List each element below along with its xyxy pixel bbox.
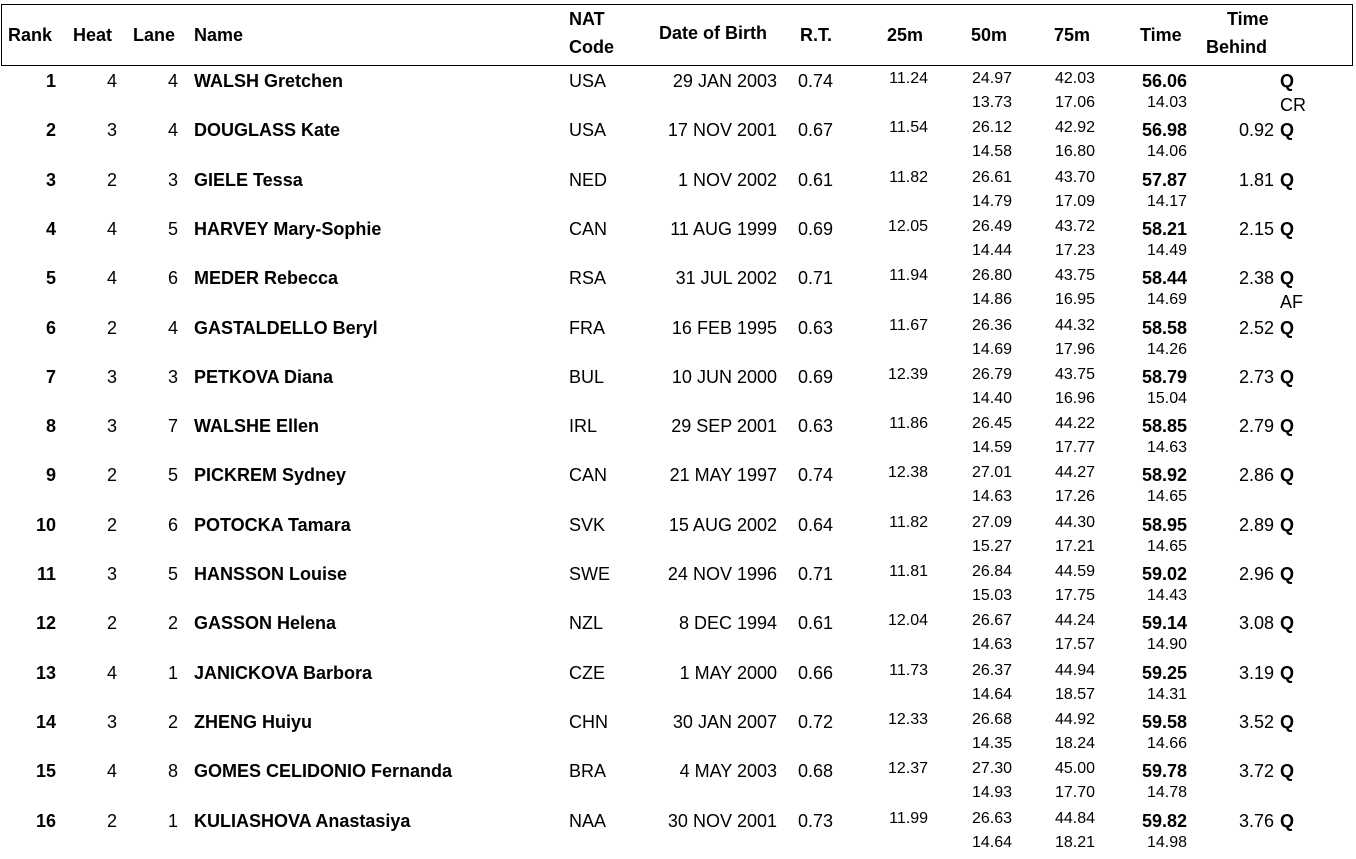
rank-cell: 12 bbox=[35, 613, 56, 634]
split-25m: 11.67 bbox=[889, 316, 928, 334]
athlete-name: GIELE Tessa bbox=[194, 169, 303, 190]
split-50m: 26.67 bbox=[971, 612, 1012, 630]
split-75m: 43.75 bbox=[1054, 267, 1095, 285]
split-50m: 26.12 bbox=[971, 119, 1012, 137]
final-time: 59.82 bbox=[1141, 810, 1187, 831]
athlete-name: MEDER Rebecca bbox=[194, 268, 339, 289]
time-behind: 3.76 bbox=[1238, 810, 1274, 831]
split-time-50m: 14.58 bbox=[971, 143, 1012, 161]
split-75m: 43.72 bbox=[1054, 217, 1095, 235]
date-of-birth: 8 DEC 1994 bbox=[678, 613, 777, 634]
split-time-100m: 14.90 bbox=[1146, 636, 1187, 654]
split-25m: 12.37 bbox=[887, 760, 928, 778]
split-time-50m: 14.40 bbox=[971, 389, 1012, 407]
split-50m: 26.79 bbox=[971, 365, 1012, 383]
header-behind-line1: Time bbox=[1227, 9, 1269, 29]
athlete-name: DOUGLASS Kate bbox=[194, 120, 341, 141]
reaction-time: 0.69 bbox=[798, 218, 834, 239]
qualified-mark: Q bbox=[1280, 613, 1295, 634]
reaction-time: 0.61 bbox=[798, 613, 834, 634]
reaction-time: 0.74 bbox=[798, 465, 834, 486]
split-time-75m: 17.96 bbox=[1054, 340, 1095, 358]
athlete-name: PICKREM Sydney bbox=[194, 465, 347, 486]
split-50m: 26.68 bbox=[971, 710, 1012, 728]
reaction-time: 0.67 bbox=[798, 120, 834, 141]
lane-cell: 6 bbox=[167, 268, 178, 289]
date-of-birth: 17 NOV 2001 bbox=[667, 120, 777, 141]
qualified-mark: Q bbox=[1280, 71, 1295, 91]
heat-cell: 3 bbox=[106, 120, 117, 141]
final-time: 59.25 bbox=[1141, 662, 1187, 683]
qualified-mark: Q bbox=[1280, 366, 1295, 387]
qualified-mark: Q bbox=[1280, 810, 1295, 831]
qualified-mark: Q bbox=[1280, 564, 1295, 584]
athlete-name: HARVEY Mary-Sophie bbox=[194, 218, 382, 239]
split-time-100m: 14.17 bbox=[1146, 192, 1187, 210]
athlete-name: HANSSON Louise bbox=[194, 564, 348, 584]
lane-cell: 3 bbox=[167, 366, 178, 387]
date-of-birth: 15 AUG 2002 bbox=[668, 514, 777, 535]
heat-cell: 2 bbox=[106, 514, 117, 535]
lane-cell: 1 bbox=[167, 662, 178, 683]
split-time-50m: 14.59 bbox=[971, 439, 1012, 457]
table-row bbox=[0, 563, 1356, 612]
reaction-time: 0.66 bbox=[798, 662, 834, 683]
header-rank: Rank bbox=[8, 25, 53, 45]
header-25m: 25m bbox=[887, 25, 924, 45]
split-25m: 12.04 bbox=[887, 612, 928, 630]
date-of-birth: 29 JAN 2003 bbox=[672, 71, 777, 91]
split-time-50m: 13.73 bbox=[971, 94, 1012, 111]
split-time-50m: 14.35 bbox=[971, 734, 1012, 752]
nat-code: CZE bbox=[569, 662, 605, 683]
reaction-time: 0.71 bbox=[798, 564, 834, 584]
lane-cell: 5 bbox=[167, 218, 178, 239]
split-50m: 26.84 bbox=[971, 563, 1012, 580]
table-row bbox=[0, 366, 1356, 415]
lane-cell: 1 bbox=[167, 810, 178, 831]
split-time-75m: 17.75 bbox=[1054, 587, 1095, 604]
time-behind: 2.52 bbox=[1238, 317, 1274, 338]
split-time-75m: 17.09 bbox=[1054, 192, 1095, 210]
date-of-birth: 10 JUN 2000 bbox=[671, 366, 777, 387]
final-time: 59.58 bbox=[1141, 711, 1187, 732]
nat-code: NAA bbox=[569, 810, 607, 831]
heat-cell: 4 bbox=[106, 761, 117, 782]
split-75m: 43.75 bbox=[1054, 365, 1095, 383]
record-note: CR bbox=[1280, 95, 1306, 115]
split-75m: 44.59 bbox=[1054, 563, 1095, 580]
final-time: 58.92 bbox=[1141, 465, 1187, 486]
qualified-mark: Q bbox=[1280, 218, 1295, 239]
lane-cell: 2 bbox=[167, 711, 178, 732]
table-row bbox=[0, 760, 1356, 809]
table-row bbox=[0, 514, 1356, 563]
lane-cell: 6 bbox=[167, 514, 178, 535]
heat-cell: 2 bbox=[106, 465, 117, 486]
split-75m: 43.70 bbox=[1054, 168, 1095, 186]
time-behind: 2.38 bbox=[1238, 268, 1274, 289]
heat-cell: 4 bbox=[106, 218, 117, 239]
athlete-name: GOMES CELIDONIO Fernanda bbox=[194, 761, 453, 782]
rank-cell: 1 bbox=[45, 71, 56, 91]
split-25m: 11.54 bbox=[889, 119, 928, 137]
rank-cell: 7 bbox=[45, 366, 56, 387]
rank-cell: 5 bbox=[45, 268, 56, 289]
split-75m: 44.24 bbox=[1054, 612, 1095, 630]
split-time-100m: 14.43 bbox=[1146, 587, 1187, 604]
date-of-birth: 4 MAY 2003 bbox=[679, 761, 777, 782]
split-time-75m: 17.77 bbox=[1054, 439, 1095, 457]
reaction-time: 0.73 bbox=[798, 810, 834, 831]
header-heat: Heat bbox=[73, 25, 113, 45]
reaction-time: 0.74 bbox=[798, 71, 834, 91]
split-time-75m: 17.23 bbox=[1054, 241, 1095, 259]
time-behind: 2.96 bbox=[1238, 564, 1274, 584]
final-time: 58.58 bbox=[1141, 317, 1187, 338]
table-row bbox=[0, 464, 1356, 513]
split-25m: 11.86 bbox=[889, 415, 928, 433]
qualified-mark: Q bbox=[1280, 120, 1295, 141]
reaction-time: 0.64 bbox=[798, 514, 834, 535]
date-of-birth: 31 JUL 2002 bbox=[675, 268, 777, 289]
lane-cell: 4 bbox=[167, 317, 178, 338]
header-behind-line2: Behind bbox=[1206, 37, 1267, 57]
split-75m: 44.22 bbox=[1054, 415, 1095, 433]
time-behind: 3.52 bbox=[1238, 711, 1274, 732]
split-25m: 11.81 bbox=[889, 563, 928, 580]
split-time-50m: 14.44 bbox=[971, 241, 1012, 259]
reaction-time: 0.61 bbox=[798, 169, 834, 190]
header-nat-line1: NAT bbox=[569, 9, 605, 29]
qualified-mark: Q bbox=[1280, 317, 1295, 338]
date-of-birth: 29 SEP 2001 bbox=[671, 416, 777, 437]
header-name: Name bbox=[194, 25, 244, 45]
split-time-100m: 14.66 bbox=[1146, 734, 1187, 752]
qualified-mark: Q bbox=[1280, 465, 1295, 486]
nat-code: CAN bbox=[569, 465, 608, 486]
split-time-75m: 18.21 bbox=[1054, 833, 1095, 851]
heat-cell: 2 bbox=[106, 317, 117, 338]
qualified-mark: Q bbox=[1280, 761, 1295, 782]
time-behind: 2.86 bbox=[1238, 465, 1274, 486]
split-50m: 24.97 bbox=[971, 70, 1012, 87]
rank-cell: 8 bbox=[45, 416, 56, 437]
split-50m: 26.36 bbox=[971, 316, 1012, 334]
split-time-50m: 14.93 bbox=[971, 784, 1012, 802]
final-time: 58.95 bbox=[1141, 514, 1187, 535]
split-75m: 44.27 bbox=[1054, 464, 1095, 482]
split-50m: 27.30 bbox=[971, 760, 1012, 778]
split-time-100m: 14.63 bbox=[1146, 439, 1187, 457]
qualified-mark: Q bbox=[1280, 514, 1295, 535]
rank-cell: 3 bbox=[45, 169, 56, 190]
reaction-time: 0.68 bbox=[798, 761, 834, 782]
split-time-75m: 16.96 bbox=[1054, 389, 1095, 407]
rank-cell: 14 bbox=[35, 711, 56, 732]
split-75m: 42.92 bbox=[1054, 119, 1095, 137]
nat-code: FRA bbox=[569, 317, 605, 338]
date-of-birth: 24 NOV 1996 bbox=[667, 564, 777, 584]
final-time: 58.85 bbox=[1141, 416, 1187, 437]
table-row bbox=[0, 810, 1356, 859]
lane-cell: 5 bbox=[167, 564, 178, 584]
split-50m: 26.80 bbox=[971, 267, 1012, 285]
heat-cell: 3 bbox=[106, 564, 117, 584]
split-25m: 11.94 bbox=[889, 267, 928, 285]
split-time-50m: 14.63 bbox=[971, 488, 1012, 506]
lane-cell: 8 bbox=[167, 761, 178, 782]
split-time-75m: 17.21 bbox=[1054, 537, 1095, 555]
split-75m: 44.94 bbox=[1054, 661, 1095, 679]
table-row bbox=[0, 711, 1356, 760]
nat-code: CHN bbox=[569, 711, 608, 732]
table-row bbox=[0, 119, 1356, 168]
athlete-name: WALSHE Ellen bbox=[194, 416, 320, 437]
split-time-50m: 14.64 bbox=[971, 833, 1012, 851]
split-time-50m: 15.03 bbox=[971, 587, 1012, 604]
split-time-50m: 14.86 bbox=[971, 291, 1012, 309]
date-of-birth: 30 JAN 2007 bbox=[672, 711, 777, 732]
split-time-75m: 18.57 bbox=[1054, 685, 1095, 703]
record-note: AF bbox=[1280, 292, 1304, 313]
qualified-mark: Q bbox=[1280, 711, 1295, 732]
date-of-birth: 1 MAY 2000 bbox=[679, 662, 777, 683]
qualified-mark: Q bbox=[1280, 268, 1295, 289]
table-row bbox=[0, 317, 1356, 366]
split-time-100m: 14.69 bbox=[1146, 291, 1187, 309]
date-of-birth: 1 NOV 2002 bbox=[677, 169, 777, 190]
qualified-mark: Q bbox=[1280, 662, 1295, 683]
header-nat-line2: Code bbox=[569, 37, 614, 57]
time-behind: 2.73 bbox=[1238, 366, 1274, 387]
date-of-birth: 11 AUG 1999 bbox=[670, 218, 777, 239]
split-time-100m: 14.49 bbox=[1146, 241, 1187, 259]
header-50m: 50m bbox=[971, 25, 1008, 45]
split-50m: 26.63 bbox=[971, 809, 1012, 827]
split-25m: 11.73 bbox=[889, 661, 928, 679]
rank-cell: 4 bbox=[45, 218, 56, 239]
nat-code: SVK bbox=[569, 514, 606, 535]
nat-code: RSA bbox=[569, 268, 607, 289]
nat-code: BRA bbox=[569, 761, 607, 782]
athlete-name: PETKOVA Diana bbox=[194, 366, 334, 387]
qualified-mark: Q bbox=[1280, 169, 1295, 190]
rank-cell: 6 bbox=[45, 317, 56, 338]
athlete-name: GASTALDELLO Beryl bbox=[194, 317, 378, 338]
athlete-name: GASSON Helena bbox=[194, 613, 337, 634]
final-time: 58.44 bbox=[1141, 268, 1187, 289]
lane-cell: 4 bbox=[167, 120, 178, 141]
split-50m: 27.09 bbox=[971, 513, 1012, 531]
date-of-birth: 21 MAY 1997 bbox=[669, 465, 777, 486]
header-75m: 75m bbox=[1054, 25, 1091, 45]
split-25m: 12.39 bbox=[887, 365, 928, 383]
table-row bbox=[0, 662, 1356, 711]
split-time-100m: 14.78 bbox=[1146, 784, 1187, 802]
split-time-100m: 15.04 bbox=[1146, 389, 1187, 407]
lane-cell: 3 bbox=[167, 169, 178, 190]
split-time-75m: 16.80 bbox=[1054, 143, 1095, 161]
lane-cell: 7 bbox=[167, 416, 178, 437]
split-50m: 26.61 bbox=[971, 168, 1012, 186]
nat-code: IRL bbox=[569, 416, 598, 437]
rank-cell: 11 bbox=[36, 564, 56, 584]
heat-cell: 4 bbox=[106, 71, 117, 91]
heat-cell: 3 bbox=[106, 416, 117, 437]
table-row bbox=[0, 267, 1356, 316]
rank-cell: 2 bbox=[45, 120, 56, 141]
final-time: 57.87 bbox=[1141, 169, 1187, 190]
split-75m: 44.92 bbox=[1054, 710, 1095, 728]
split-time-75m: 17.26 bbox=[1054, 488, 1095, 506]
reaction-time: 0.72 bbox=[798, 711, 834, 732]
time-behind: 3.08 bbox=[1238, 613, 1274, 634]
nat-code: BUL bbox=[569, 366, 605, 387]
split-25m: 11.24 bbox=[889, 70, 928, 87]
header-rt: R.T. bbox=[800, 25, 833, 45]
split-time-75m: 17.70 bbox=[1054, 784, 1095, 802]
time-behind: 3.72 bbox=[1238, 761, 1274, 782]
rank-cell: 13 bbox=[35, 662, 56, 683]
reaction-time: 0.69 bbox=[798, 366, 834, 387]
split-time-100m: 14.03 bbox=[1146, 94, 1187, 111]
split-time-50m: 14.79 bbox=[971, 192, 1012, 210]
split-time-50m: 14.64 bbox=[971, 685, 1012, 703]
rank-cell: 15 bbox=[35, 761, 56, 782]
split-25m: 11.99 bbox=[889, 809, 928, 827]
table-row bbox=[0, 415, 1356, 464]
final-time: 58.79 bbox=[1141, 366, 1187, 387]
date-of-birth: 16 FEB 1995 bbox=[671, 317, 777, 338]
reaction-time: 0.63 bbox=[798, 317, 834, 338]
athlete-name: WALSH Gretchen bbox=[194, 71, 344, 91]
time-behind: 1.81 bbox=[1238, 169, 1274, 190]
nat-code: NED bbox=[569, 169, 608, 190]
heat-cell: 2 bbox=[106, 810, 117, 831]
split-time-75m: 17.57 bbox=[1054, 636, 1095, 654]
date-of-birth: 30 NOV 2001 bbox=[667, 810, 777, 831]
athlete-name: JANICKOVA Barbora bbox=[194, 662, 373, 683]
split-25m: 11.82 bbox=[889, 513, 928, 531]
final-time: 59.78 bbox=[1141, 761, 1187, 782]
split-time-75m: 16.95 bbox=[1054, 291, 1095, 309]
nat-code: USA bbox=[569, 71, 607, 91]
nat-code: CAN bbox=[569, 218, 608, 239]
time-behind: 2.79 bbox=[1238, 416, 1274, 437]
split-25m: 12.33 bbox=[887, 710, 928, 728]
table-row bbox=[0, 169, 1356, 218]
split-25m: 12.38 bbox=[887, 464, 928, 482]
lane-cell: 2 bbox=[167, 613, 178, 634]
reaction-time: 0.63 bbox=[798, 416, 834, 437]
split-time-75m: 17.06 bbox=[1054, 94, 1095, 111]
time-behind: 2.89 bbox=[1238, 514, 1274, 535]
athlete-name: ZHENG Huiyu bbox=[194, 711, 313, 732]
split-75m: 45.00 bbox=[1054, 760, 1095, 778]
split-time-100m: 14.98 bbox=[1146, 833, 1187, 851]
header-lane: Lane bbox=[133, 25, 176, 45]
split-75m: 42.03 bbox=[1054, 70, 1095, 87]
time-behind: 0.92 bbox=[1238, 120, 1274, 141]
rank-cell: 16 bbox=[35, 810, 56, 831]
table-row bbox=[0, 70, 1356, 119]
final-time: 59.02 bbox=[1141, 564, 1187, 584]
header-dob: Date of Birth bbox=[659, 23, 767, 43]
heat-cell: 3 bbox=[106, 711, 117, 732]
time-behind: 3.19 bbox=[1238, 662, 1274, 683]
heat-cell: 4 bbox=[106, 268, 117, 289]
split-time-100m: 14.65 bbox=[1146, 537, 1187, 555]
final-time: 58.21 bbox=[1141, 218, 1187, 239]
nat-code: USA bbox=[569, 120, 607, 141]
split-25m: 11.82 bbox=[889, 168, 928, 186]
split-time-50m: 14.63 bbox=[971, 636, 1012, 654]
split-time-100m: 14.31 bbox=[1146, 685, 1187, 703]
split-time-50m: 15.27 bbox=[971, 537, 1012, 555]
rank-cell: 9 bbox=[45, 465, 56, 486]
split-50m: 26.45 bbox=[971, 415, 1012, 433]
lane-cell: 5 bbox=[167, 465, 178, 486]
split-time-100m: 14.26 bbox=[1146, 340, 1187, 358]
heat-cell: 2 bbox=[106, 169, 117, 190]
split-time-50m: 14.69 bbox=[971, 340, 1012, 358]
header-time: Time bbox=[1140, 25, 1182, 45]
split-25m: 12.05 bbox=[887, 217, 928, 235]
split-75m: 44.32 bbox=[1054, 316, 1095, 334]
split-50m: 27.01 bbox=[971, 464, 1012, 482]
split-time-75m: 18.24 bbox=[1054, 734, 1095, 752]
athlete-name: POTOCKA Tamara bbox=[194, 514, 351, 535]
nat-code: SWE bbox=[569, 564, 611, 584]
time-behind: 2.15 bbox=[1238, 218, 1274, 239]
split-75m: 44.84 bbox=[1054, 809, 1095, 827]
athlete-name: KULIASHOVA Anastasiya bbox=[194, 810, 411, 831]
split-50m: 26.37 bbox=[971, 661, 1012, 679]
final-time: 56.06 bbox=[1141, 71, 1187, 91]
heat-cell: 3 bbox=[106, 366, 117, 387]
final-time: 56.98 bbox=[1141, 120, 1187, 141]
split-time-100m: 14.06 bbox=[1146, 143, 1187, 161]
lane-cell: 4 bbox=[167, 71, 178, 91]
table-row bbox=[0, 218, 1356, 267]
rank-cell: 10 bbox=[35, 514, 56, 535]
nat-code: NZL bbox=[569, 613, 604, 634]
table-row bbox=[0, 612, 1356, 661]
heat-cell: 2 bbox=[106, 613, 117, 634]
split-75m: 44.30 bbox=[1054, 513, 1095, 531]
final-time: 59.14 bbox=[1141, 613, 1187, 634]
split-50m: 26.49 bbox=[971, 217, 1012, 235]
heat-cell: 4 bbox=[106, 662, 117, 683]
qualified-mark: Q bbox=[1280, 416, 1295, 437]
reaction-time: 0.71 bbox=[798, 268, 834, 289]
split-time-100m: 14.65 bbox=[1146, 488, 1187, 506]
